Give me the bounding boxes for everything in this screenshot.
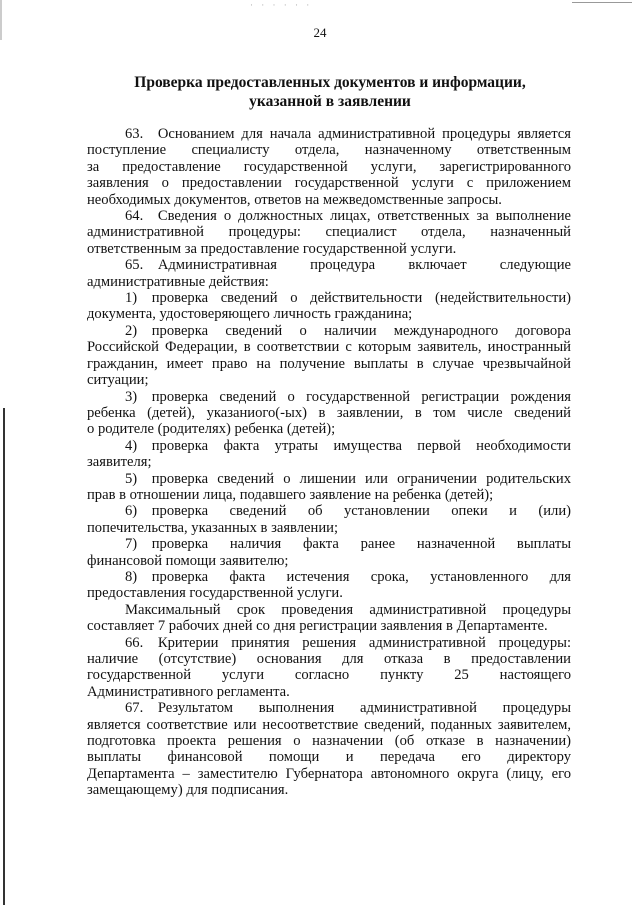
paragraph-6-line-3: о родителе (родителях) ребенка (детей); bbox=[87, 421, 336, 438]
paragraph-1-line-4: заявления о предоставлении государственной услуги с приложением bbox=[87, 175, 571, 192]
paragraph-13-line-1: 66. Критерии принятия решения административной процедуры: bbox=[125, 634, 571, 651]
paragraph-9-line-2: попечительства, указанных в заявлении; bbox=[87, 519, 338, 536]
paragraph-13-line-3: государственной услуги согласно пункту 25 настоящего bbox=[87, 667, 571, 684]
paragraph-11-line-2: предоставления государственной услуги. bbox=[87, 585, 343, 602]
paragraph-2-line-2: административной процедуры: специалист отдела, назначенный bbox=[87, 224, 571, 241]
paragraph-3-line-1: 65. Административная процедура включает следующие bbox=[125, 257, 571, 274]
paragraph-14-line-5: Департамента – заместителю Губернатора автономного округа (лицу, его bbox=[87, 765, 571, 782]
page-number: 24 bbox=[313, 25, 327, 40]
paragraph-11-line-1: 8) проверка факта истечения срока, установленного для bbox=[125, 568, 571, 585]
paragraph-2-line-3: ответственным за предоставление государственной услуги. bbox=[87, 240, 457, 257]
paragraph-14-line-4: выплаты финансовой помощи и передача его директору bbox=[87, 749, 571, 766]
paragraph-14-line-3: подготовка проекта решения о назначении (об отказе в назначении) bbox=[87, 733, 571, 750]
paragraph-5-line-2: Российской Федерации, в соответствии с которым заявитель, иностранный bbox=[87, 339, 571, 356]
scan-artifact-marks: · · · · · · bbox=[250, 0, 313, 10]
paragraph-1-line-2: поступление специалисту отдела, назначенному ответственным bbox=[87, 142, 571, 159]
paragraph-14-line-1: 67. Результатом выполнения административной процедуры bbox=[125, 700, 571, 717]
paragraph-3-line-2: административные действия: bbox=[87, 273, 269, 290]
paragraph-2-line-1: 64. Сведения о должностных лицах, ответственных за выполнение bbox=[125, 208, 571, 225]
paragraph-6-line-1: 3) проверка сведений о государственной регистрации рождения bbox=[125, 388, 571, 405]
paragraph-5-line-4: ситуации; bbox=[87, 372, 149, 389]
paragraph-1-line-3: за предоставление государственной услуги, зарегистрированного bbox=[87, 158, 571, 175]
section-title bbox=[90, 73, 570, 111]
scan-artifact-line bbox=[572, 2, 632, 3]
document-body bbox=[87, 126, 571, 799]
paragraph-1-line-5: необходимых документов, ответов на межведомственные запросы. bbox=[87, 191, 502, 208]
paragraph-10-line-2: финансовой помощи заявителю; bbox=[87, 552, 289, 569]
paragraph-5-line-1: 2) проверка сведений о наличии международного договора bbox=[125, 322, 571, 339]
paragraph-5-line-3: гражданин, имеет право на получение выплаты в случае чрезвычайной bbox=[87, 355, 571, 372]
section-title-line-1: Проверка предоставленных документов и информации, bbox=[134, 74, 526, 91]
paragraph-1-line-1: 63. Основанием для начала административной процедуры является bbox=[125, 126, 571, 142]
paragraph-6-line-2: ребенка (детей), указаниого(-ых) в заявлении, в том числе сведений bbox=[87, 404, 571, 421]
paragraph-12-line-2: составляет 7 рабочих дней со дня регистрации заявления в Департаменте. bbox=[87, 618, 548, 635]
paragraph-13-line-4: Административного регламента. bbox=[87, 683, 290, 700]
paragraph-8-line-2: прав в отношении лица, подавшего заявление на ребенка (детей); bbox=[87, 486, 494, 503]
scan-left-border-line bbox=[3, 408, 5, 905]
paragraph-10-line-1: 7) проверка наличия факта ранее назначенной выплаты bbox=[125, 536, 571, 553]
paragraph-4-line-1: 1) проверка сведений о действительности (недействительности) bbox=[125, 290, 571, 307]
paragraph-14-line-6: замещающему) для подписания. bbox=[87, 782, 289, 799]
section-title-line-2: указанной в заявлении bbox=[249, 93, 411, 110]
paragraph-9-line-1: 6) проверка сведений об установлении опеки и (или) bbox=[125, 503, 571, 520]
paragraph-4-line-2: документа, удостоверяющего личность гражданина; bbox=[87, 306, 413, 323]
paragraph-13-line-2: наличие (отсутствие) основания для отказа в предоставлении bbox=[87, 651, 571, 667]
paragraph-7-line-2: заявителя; bbox=[87, 454, 152, 471]
paragraph-12-line-1: Максимальный срок проведения административной процедуры bbox=[125, 601, 571, 618]
paragraph-7-line-1: 4) проверка факта утраты имущества первой необходимости bbox=[125, 437, 571, 454]
paragraph-8-line-1: 5) проверка сведений о лишении или ограничении родительских bbox=[125, 470, 571, 487]
paragraph-14-line-2: является соответствие или несоответствие сведений, поданных заявителем, bbox=[87, 716, 571, 733]
